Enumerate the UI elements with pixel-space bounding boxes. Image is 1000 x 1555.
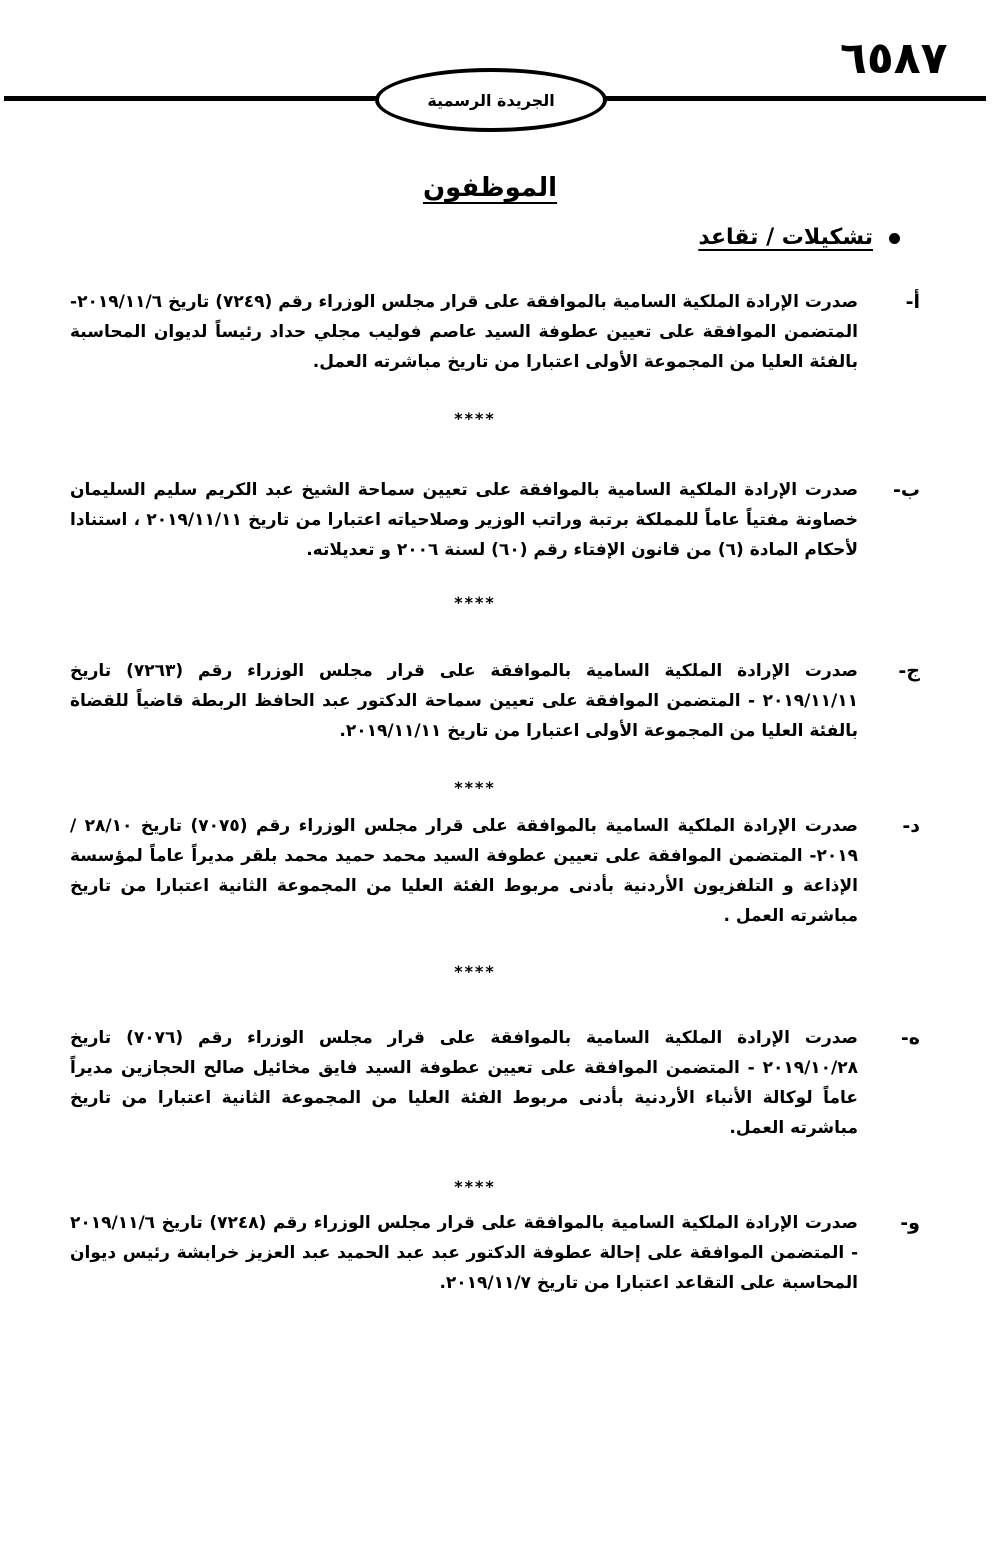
item-separator: **** xyxy=(454,778,496,797)
item-text: صدرت الإرادة الملكية السامية بالموافقة على قرار مجلس الوزراء رقم (٧٢٤٩) تاريخ ٢٠١٩/١١/٦- المتضمن الموافقة على تعيين عطوفة السيد عاصم فوليب مجلي حداد رئيساً لديوان المحاسبة بالفئة العليا من المجموعة الأولى اعتبارا من تاريخ مباشرته العمل. xyxy=(70,292,858,372)
item-text: صدرت الإرادة الملكية السامية بالموافقة على قرار مجلس الوزراء رقم (٧٠٧٥) تاريخ ٢٨/١٠ /٢٠١٩- المتضمن الموافقة على تعيين عطوفة السيد محمد حميد محمد بلقر مديراً عاماً لمؤسسة الإذاعة و التلفزيون الأردنية بأدنى مربوط الفئة العليا من المجموعة الثانية اعتبارا من تاريخ مباشرته العمل . xyxy=(70,816,858,926)
gazette-title-oval xyxy=(375,68,607,132)
item-label: ب- xyxy=(893,479,920,501)
list-item xyxy=(70,811,920,931)
item-text: صدرت الإرادة الملكية السامية بالموافقة على قرار مجلس الوزراء رقم (٧٢٦٣) تاريخ ٢٠١٩/١١/١١ - المتضمن الموافقة على تعيين سماحة الدكتور عبد الحافظ الربطة قاضياً للقضاة بالفئة العليا من المجموعة الأولى اعتبارا من تاريخ ٢٠١٩/١١/١١. xyxy=(70,661,858,741)
bullet-heading-text: تشكيلات / تقاعد xyxy=(698,225,873,250)
item-label: د- xyxy=(902,815,920,837)
item-label: ه- xyxy=(900,1027,920,1049)
section-title: الموظفون xyxy=(422,173,558,203)
gazette-title: الجريدة الرسمية xyxy=(427,90,555,110)
list-item xyxy=(70,1208,920,1298)
item-separator: **** xyxy=(454,1177,496,1196)
item-text: صدرت الإرادة الملكية السامية بالموافقة على تعيين سماحة الشيخ عبد الكريم سليم السليمان خصاونة مفتياً عاماً للمملكة برتبة وراتب الوزير وصلاحياته اعتبارا من تاريخ ٢٠١٩/١١/١١ ، استنادا لأحكام المادة (٦) من قانون الإفتاء رقم (٦٠) لسنة ٢٠٠٦ و تعديلاته. xyxy=(70,480,858,560)
item-text: صدرت الإرادة الملكية السامية بالموافقة على قرار مجلس الوزراء رقم (٧٢٤٨) تاريخ ٢٠١٩/١١/٦ - المتضمن الموافقة على إحالة عطوفة الدكتور عبد عبد الحميد عبد العزيز خرابشة رئيس ديوان المحاسبة على التقاعد اعتبارا من تاريخ ٢٠١٩/١١/٧. xyxy=(70,1213,858,1293)
list-item xyxy=(70,1023,920,1143)
list-item xyxy=(70,287,920,377)
item-label: ج- xyxy=(898,660,920,682)
item-label: أ- xyxy=(905,291,920,313)
item-separator: **** xyxy=(454,409,496,428)
item-separator: **** xyxy=(454,593,496,612)
list-item xyxy=(70,475,920,565)
bullet-dot-icon xyxy=(889,233,900,244)
item-label: و- xyxy=(900,1212,920,1234)
list-item xyxy=(70,656,920,746)
item-separator: **** xyxy=(454,962,496,981)
page-number: ٦٥٨٧ xyxy=(840,33,948,84)
bullet-heading xyxy=(698,222,900,254)
item-text: صدرت الإرادة الملكية السامية بالموافقة على قرار مجلس الوزراء رقم (٧٠٧٦) تاريخ ٢٠١٩/١٠/٢٨ - المتضمن الموافقة على تعيين عطوفة السيد فايق مخائيل صالح الحجازين مديراً عاماً لوكالة الأنباء الأردنية بأدنى مربوط الفئة العليا من المجموعة الثانية اعتبارا من تاريخ مباشرته العمل. xyxy=(70,1028,858,1138)
